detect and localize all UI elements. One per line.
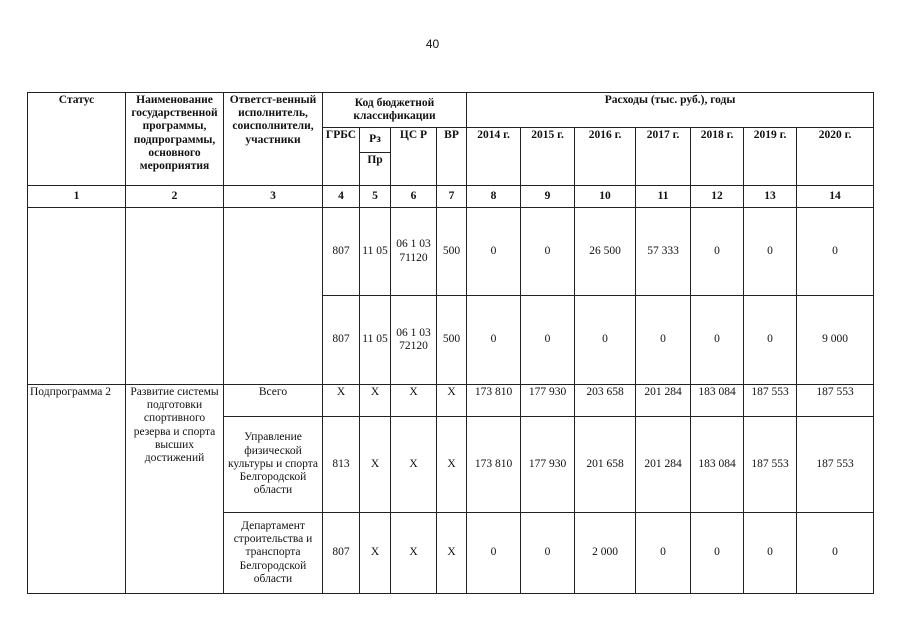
header-grbs: ГРБС [323, 128, 360, 186]
grbs-cell: 813 [323, 417, 360, 513]
rzpr-cell: Х [360, 417, 391, 513]
value-cell-2015: 0 [521, 208, 575, 296]
column-number: 1 [28, 186, 126, 208]
grbs-cell: 807 [323, 513, 360, 594]
value-cell-2019: 0 [744, 208, 797, 296]
header-year-2017: 2017 г. [636, 128, 691, 186]
vr-cell: Х [437, 417, 467, 513]
value-cell-2020: 187 553 [797, 385, 874, 417]
value-cell-2020: 9 000 [797, 296, 874, 385]
column-number: 4 [323, 186, 360, 208]
executor-cell: Управление физической культуры и спорта Белгородской области [224, 417, 323, 513]
value-cell-2019: 187 553 [744, 417, 797, 513]
value-cell-2018: 183 084 [691, 417, 744, 513]
header-year-2020: 2020 г. [797, 128, 874, 186]
rzpr-cell: 11 05 [360, 208, 391, 296]
value-cell-2016: 203 658 [575, 385, 636, 417]
value-cell-2017: 0 [636, 296, 691, 385]
header-year-2019: 2019 г. [744, 128, 797, 186]
value-cell-2018: 0 [691, 513, 744, 594]
name-cell [126, 208, 224, 385]
value-cell-2020: 0 [797, 208, 874, 296]
csr-cell: Х [391, 385, 437, 417]
header-rz: Рз [360, 128, 391, 153]
header-executor: Ответст-венный исполнитель, соисполнители, участники [224, 93, 323, 186]
value-cell-2016: 0 [575, 296, 636, 385]
rzpr-cell: Х [360, 385, 391, 417]
value-cell-2019: 0 [744, 513, 797, 594]
csr-cell: Х [391, 513, 437, 594]
value-cell-2017: 0 [636, 513, 691, 594]
grbs-cell: Х [323, 385, 360, 417]
value-cell-2015: 177 930 [521, 385, 575, 417]
value-cell-2014: 0 [467, 208, 521, 296]
executor-cell: Департамент строительства и транспорта Белгородской области [224, 513, 323, 594]
value-cell-2015: 0 [521, 296, 575, 385]
column-number: 11 [636, 186, 691, 208]
table-row [28, 385, 874, 417]
header-pr: Пр [360, 153, 391, 186]
rzpr-cell: Х [360, 513, 391, 594]
header-name: Наименование государственной программы, подпрограммы, основного мероприятия [126, 93, 224, 186]
column-number: 13 [744, 186, 797, 208]
value-cell-2019: 0 [744, 296, 797, 385]
column-number: 14 [797, 186, 874, 208]
csr-cell: 06 1 03 71120 [391, 208, 437, 296]
value-cell-2018: 0 [691, 296, 744, 385]
header-year-2018: 2018 г. [691, 128, 744, 186]
grbs-cell: 807 [323, 208, 360, 296]
value-cell-2018: 183 084 [691, 385, 744, 417]
column-number: 5 [360, 186, 391, 208]
value-cell-2019: 187 553 [744, 385, 797, 417]
value-cell-2017: 201 284 [636, 417, 691, 513]
column-number: 9 [521, 186, 575, 208]
header-year-2015: 2015 г. [521, 128, 575, 186]
csr-cell: 06 1 03 72120 [391, 296, 437, 385]
grbs-cell: 807 [323, 296, 360, 385]
header-row-1 [28, 93, 874, 128]
value-cell-2020: 0 [797, 513, 874, 594]
value-cell-2016: 201 658 [575, 417, 636, 513]
budget-table [27, 92, 874, 594]
value-cell-2015: 0 [521, 513, 575, 594]
header-budget-code: Код бюджетной классификации [323, 93, 467, 128]
column-number: 12 [691, 186, 744, 208]
header-year-2016: 2016 г. [575, 128, 636, 186]
column-number: 2 [126, 186, 224, 208]
value-cell-2014: 173 810 [467, 417, 521, 513]
header-expenses: Расходы (тыс. руб.), годы [467, 93, 874, 128]
value-cell-2016: 2 000 [575, 513, 636, 594]
status-cell [28, 208, 126, 385]
value-cell-2014: 0 [467, 513, 521, 594]
csr-cell: Х [391, 417, 437, 513]
column-number: 3 [224, 186, 323, 208]
subprogram-status-cell: Подпрограмма 2 [28, 385, 126, 594]
executor-cell: Всего [224, 385, 323, 417]
value-cell-2020: 187 553 [797, 417, 874, 513]
value-cell-2016: 26 500 [575, 208, 636, 296]
value-cell-2015: 177 930 [521, 417, 575, 513]
column-number: 6 [391, 186, 437, 208]
value-cell-2014: 173 810 [467, 385, 521, 417]
vr-cell: 500 [437, 208, 467, 296]
subprogram-name-cell: Развитие системы подготовки спортивного резерва и спорта высших достижений [126, 385, 224, 594]
header-csr: ЦС Р [391, 128, 437, 186]
vr-cell: Х [437, 513, 467, 594]
header-status: Статус [28, 93, 126, 186]
column-number: 7 [437, 186, 467, 208]
table-row [28, 208, 874, 296]
value-cell-2017: 201 284 [636, 385, 691, 417]
vr-cell: 500 [437, 296, 467, 385]
value-cell-2018: 0 [691, 208, 744, 296]
vr-cell: Х [437, 385, 467, 417]
header-year-2014: 2014 г. [467, 128, 521, 186]
rzpr-cell: 11 05 [360, 296, 391, 385]
column-number: 10 [575, 186, 636, 208]
executor-cell [224, 208, 323, 385]
header-vr: ВР [437, 128, 467, 186]
value-cell-2014: 0 [467, 296, 521, 385]
column-number-row [28, 186, 874, 208]
page-number: 40 [425, 37, 440, 51]
value-cell-2017: 57 333 [636, 208, 691, 296]
column-number: 8 [467, 186, 521, 208]
